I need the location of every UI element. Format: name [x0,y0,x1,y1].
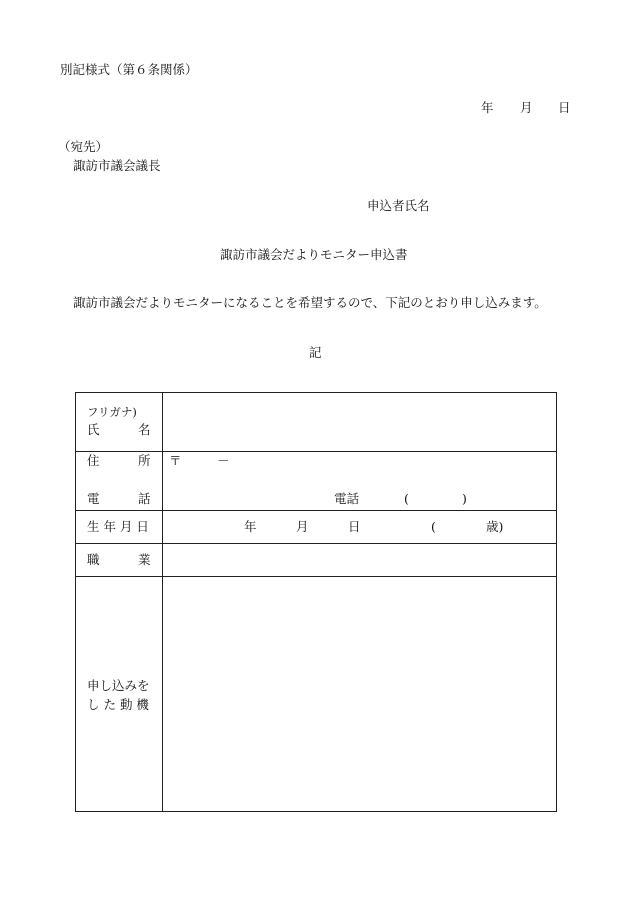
motive-label-2: し た 動 機 [87,697,149,712]
address-label-2: 所 [138,453,151,468]
motive-label-1: 申し込みを [87,678,150,693]
age-paren-open: ( [431,519,436,534]
motive-field[interactable] [163,577,556,811]
phone-label-2: 話 [138,491,151,506]
birth-day: 日 [348,519,361,534]
occupation-field[interactable] [163,544,556,576]
phone-paren-close: ) [462,491,467,506]
addressee-label: （宛先） [58,139,109,154]
date-month: 月 [520,100,533,115]
name-label-2: 名 [138,422,151,437]
body-text: 諏訪市議会だよりモニターになることを希望するので、下記のとおり申し込みます。 [73,295,547,310]
ki-heading: 記 [309,345,322,360]
occupation-label-2: 業 [138,552,151,567]
addressee: 諏訪市議会議長 [73,158,161,173]
age-label: 歳) [486,519,504,534]
date-day: 日 [558,100,571,115]
postal-dash: － [217,453,230,468]
furigana-label: フリガナ) [87,405,137,419]
table-border-left [75,392,76,812]
name-field[interactable] [163,393,556,451]
document-title: 諏訪市議会だよりモニター申込書 [220,247,408,262]
postal-mark: 〒 [169,453,182,468]
applicant-name-label: 申込者氏名 [367,198,430,213]
date-year: 年 [481,100,494,115]
phone-paren-open: ( [404,491,409,506]
address-label-1: 住 [87,453,100,468]
birthdate-label: 生 年 月 日 [87,519,149,534]
table-border-bottom [75,811,557,812]
birth-year: 年 [244,519,257,534]
name-label-1: 氏 [87,422,100,437]
birth-month: 月 [296,519,309,534]
form-reference: 別記様式（第６条関係） [60,62,198,77]
phone-label-1: 電 [87,491,100,506]
table-border-right [556,392,557,812]
phone-inline-label: 電話 [334,491,360,506]
occupation-label-1: 職 [87,552,100,567]
